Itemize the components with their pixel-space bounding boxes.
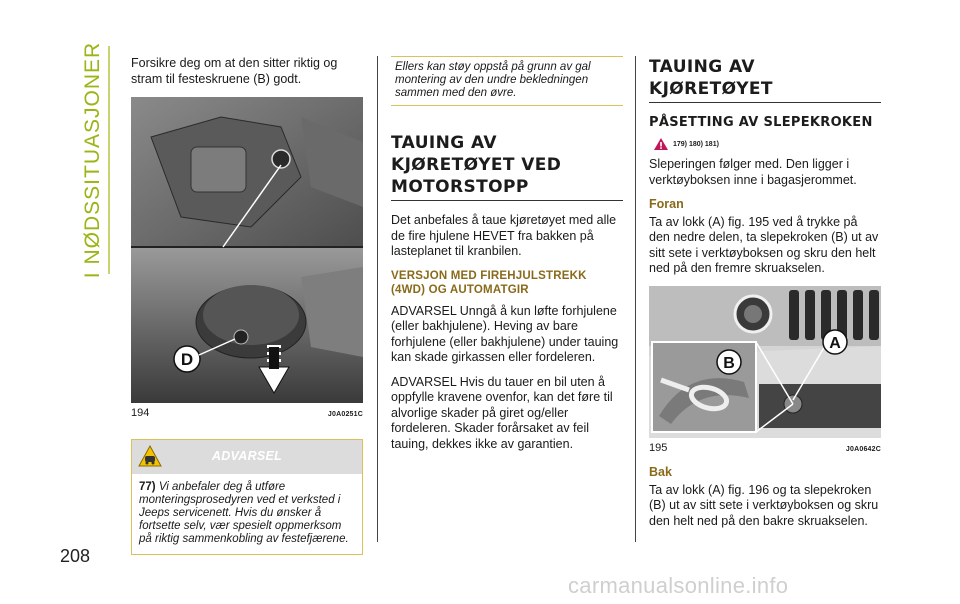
paragraph-advarsel-2: ADVARSEL Hvis du tauer en bil uten å oppfylle kravene ovenfor, kan det føre til alvorlige skader på giret og/eller fordeleren. Skader forårsaket av feil tauing, dekkes ikke av garantien. <box>391 374 613 451</box>
warning-body <box>132 474 362 554</box>
warning-refs <box>653 137 881 153</box>
intro-paragraph: Forsikre deg om at den sitter riktig og stram til festeskruene (B) godt. <box>131 56 338 86</box>
chapter-sidebar-title <box>80 41 106 279</box>
warning-triangle-icon <box>653 137 669 151</box>
subheading-slepekroken: PÅSETTING AV SLEPEKROKEN <box>649 115 873 130</box>
figure-195-photo <box>649 286 881 438</box>
figure-caption <box>649 441 881 458</box>
column-divider <box>635 56 636 542</box>
figure-code: J0A0251C <box>327 411 363 418</box>
figure-194-photo <box>131 97 363 403</box>
figure-number: 194 <box>131 407 150 419</box>
warning-text: Vi anbefaler deg å utføre monteringsprosedyren ved et verksted i Jeeps servicenett. Hvis du ønsker å fortsette selv, vær spesielt oppmerksom på riktig sammenkobling av festefjærene. <box>139 480 349 545</box>
paragraph-bak: Ta av lokk (A) fig. 196 og ta slepekroken (B) ut av sitt sete i verktøyboksen og skru den helt ned på den bakre skruakselen. <box>649 482 879 528</box>
paragraph-sleperingen: Sleperingen følger med. Den ligger i verktøyboksen inne i bagasjerommet. <box>649 157 857 187</box>
callout-a: A <box>829 334 841 352</box>
site-watermark: carmanualsonline.info <box>568 573 789 598</box>
warning-ref: 77) <box>139 480 156 493</box>
figure-number: 195 <box>649 441 668 454</box>
page-number: 208 <box>60 546 91 566</box>
subheading-4wd: VERSJON MED FIREHJULSTREKK (4WD) OG AUTOMATGIR <box>391 269 587 296</box>
refs-text: 179) 180) 181) <box>673 140 719 148</box>
callout-d: D <box>180 350 194 369</box>
chapter-title: I NØDSSITUASJONER <box>81 41 104 279</box>
front-bumper-illustration <box>649 286 881 438</box>
warning-box <box>131 439 363 555</box>
warning-header <box>132 440 362 474</box>
column-divider <box>377 56 378 542</box>
label-foran: Foran <box>649 197 684 211</box>
figure-caption <box>131 406 363 423</box>
section-heading-wrap <box>391 132 623 201</box>
figure-code: J0A0642C <box>845 445 881 453</box>
label-bak: Bak <box>649 465 672 479</box>
warning-title: ADVARSEL <box>211 448 283 463</box>
engine-mount-illustration <box>131 97 363 403</box>
section-heading-motorstopp: TAUING AV KJØRETØYET VED MOTORSTOPP <box>391 133 562 197</box>
section-heading-tauing: TAUING AV KJØRETØYET <box>649 57 773 99</box>
callout-b: B <box>723 354 735 372</box>
paragraph-tauing: Det anbefales å taue kjøretøyet med alle de fire hjulene HEVET fra bakken på lasteplanet til kranbilen. <box>391 213 617 258</box>
paragraph-foran: Ta av lokk (A) fig. 195 ved å trykke på den nedre delen, ta slepekroken (B) ut av sitt sete i verktøyboksen og skru den helt ned på den fremre skruakselen. <box>649 214 879 275</box>
chapter-accent-bar <box>108 46 110 274</box>
column-3 <box>649 56 881 538</box>
note-box: Ellers kan støy oppstå på grunn av gal montering av den undre bekledningen sammen med den øvre. <box>391 56 623 106</box>
paragraph-advarsel-1: ADVARSEL Unngå å kun løfte forhjulene (eller bakhjulene). Heving av bare forhjulene (eller bakhjulene) under tauing kan skade girkassen eller fordeleren. <box>391 303 619 364</box>
warning-triangle-icon <box>138 445 162 472</box>
section-heading-wrap <box>649 56 881 103</box>
column-2 <box>391 56 623 461</box>
column-1 <box>131 56 363 555</box>
